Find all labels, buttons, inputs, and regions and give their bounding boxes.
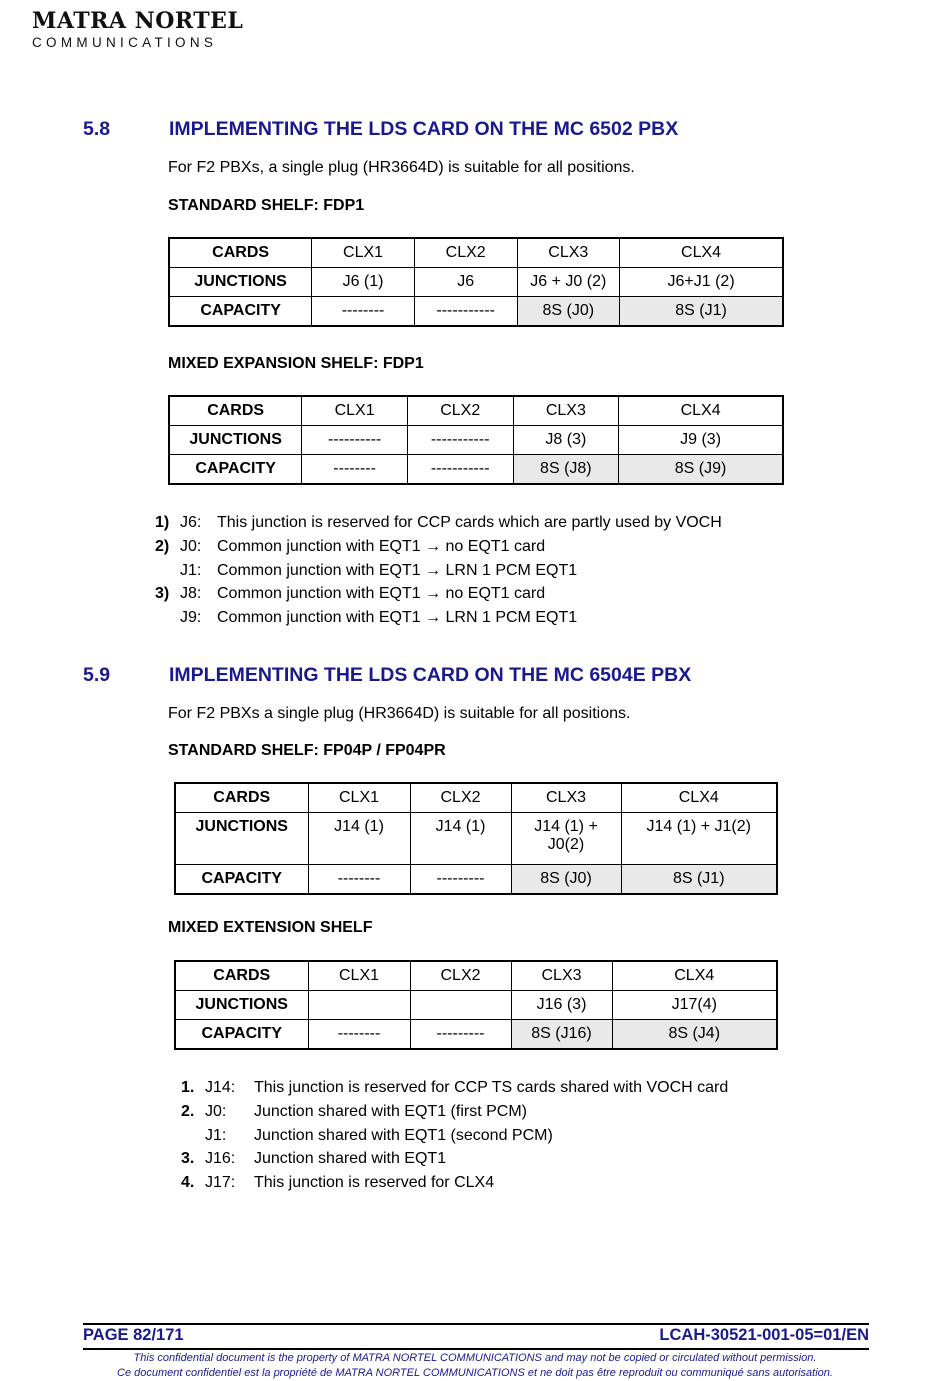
note-code: J9:: [180, 609, 202, 627]
standard-shelf-heading: STANDARD SHELF: FDP1: [168, 197, 365, 214]
note-item: [150, 513, 850, 537]
table-cell: CLX4: [619, 396, 783, 426]
note-code: J0:: [180, 537, 202, 555]
table-cell: ---------: [410, 1020, 511, 1050]
table-cell: J6 + J0 (2): [517, 268, 620, 297]
table-cell: CLX3: [511, 961, 612, 991]
note-item: [176, 1126, 876, 1150]
table-cell: 8S (J8): [513, 455, 619, 485]
table-cell: -----------: [407, 426, 513, 455]
confidentiality-note-en: This confidential document is the property of MATRA NORTEL COMMUNICATIONS and may not be copied or circulated without permission.: [133, 1352, 817, 1364]
note-code: J14:: [205, 1079, 236, 1096]
mixed-expansion-shelf-heading: MIXED EXPANSION SHELF: FDP1: [168, 355, 424, 372]
note-code: J6:: [180, 514, 202, 531]
table-row: [175, 783, 777, 813]
note-number: 3): [155, 585, 170, 603]
logo-line1: MATRA NORTEL: [32, 8, 244, 34]
document-reference: LCAH-30521-001-05=01/EN: [659, 1326, 869, 1344]
note-code: J8:: [180, 585, 202, 603]
table-cell: [511, 813, 621, 865]
note-text: This junction is reserved for CCP cards which are partly used by VOCH: [217, 514, 722, 531]
section-number: 5.9: [83, 664, 111, 686]
section-title: IMPLEMENTING THE LDS CARD ON THE MC 6502 PBX: [169, 118, 679, 140]
table-cell: CLX1: [302, 396, 408, 426]
table-row: [175, 1020, 777, 1050]
table-cell: 8S (J4): [612, 1020, 777, 1050]
footer-bottom-rule: [83, 1348, 869, 1350]
note-item: [150, 608, 850, 632]
table-cell: CARDS: [175, 783, 308, 813]
note-item: [150, 584, 850, 608]
table-cell: J14 (1) + J1(2): [621, 813, 777, 865]
table-cell: J14 (1): [410, 813, 511, 865]
note-text: This junction is reserved for CCP TS cards shared with VOCH card: [254, 1079, 729, 1096]
table-cell: 8S (J9): [619, 455, 783, 485]
table-cell: CLX3: [511, 783, 621, 813]
table-cell: CLX2: [410, 961, 511, 991]
cell-text-line2: J0(2): [547, 836, 585, 853]
table-cell: CLX2: [414, 238, 517, 268]
note-text: Common junction with EQT1 → no EQT1 card: [217, 537, 546, 555]
table-cell: CAPACITY: [175, 865, 308, 895]
table-row: [169, 268, 783, 297]
section-5-9-heading: [83, 664, 691, 687]
standard-shelf-table: [174, 782, 778, 895]
note-item: [150, 561, 850, 585]
note-text: Junction shared with EQT1 (second PCM): [254, 1126, 553, 1144]
table-cell: JUNCTIONS: [175, 991, 308, 1020]
section-5-8-heading: [83, 118, 678, 141]
note-code: J0:: [205, 1102, 227, 1120]
table-cell: J6+J1 (2): [620, 268, 783, 297]
table-cell: [410, 991, 511, 1020]
table-cell: ----------: [302, 426, 408, 455]
section-title: IMPLEMENTING THE LDS CARD ON THE MC 6504E PBX: [169, 664, 692, 686]
note-item: [150, 537, 850, 561]
mixed-extension-shelf-heading: MIXED EXTENSION SHELF: [168, 919, 373, 936]
table-cell: CARDS: [169, 238, 312, 268]
note-number: 1.: [181, 1079, 195, 1096]
table-cell: CLX1: [312, 238, 415, 268]
company-logo: [32, 8, 243, 50]
section-5-8-intro: For F2 PBXs, a single plug (HR3664D) is suitable for all positions.: [168, 159, 635, 176]
note-code: J16:: [205, 1150, 236, 1168]
table-cell: CLX2: [410, 783, 511, 813]
table-row: [169, 426, 783, 455]
mixed-extension-shelf-table: [174, 960, 778, 1050]
cell-text-line1: J14 (1) +: [534, 818, 598, 835]
table-cell: ---------: [410, 865, 511, 895]
note-code: J1:: [180, 561, 202, 579]
table-cell: J9 (3): [619, 426, 783, 455]
mixed-expansion-shelf-table: [168, 395, 784, 485]
note-text: Junction shared with EQT1 (first PCM): [254, 1102, 527, 1120]
table-cell: --------: [308, 1020, 410, 1050]
table-cell: -----------: [407, 455, 513, 485]
table-cell: --------: [302, 455, 408, 485]
table-cell: J6 (1): [312, 268, 415, 297]
table-cell: 8S (J16): [511, 1020, 612, 1050]
note-item: [176, 1149, 876, 1173]
note-item: [176, 1102, 876, 1126]
table-cell: CLX1: [308, 783, 410, 813]
note-text: This junction is reserved for CLX4: [254, 1174, 495, 1192]
section-5-8-notes: [150, 513, 850, 632]
table-cell: JUNCTIONS: [169, 268, 312, 297]
footer-top-rule: [83, 1323, 869, 1325]
table-cell: CLX3: [517, 238, 620, 268]
table-cell: CLX2: [407, 396, 513, 426]
table-cell: J16 (3): [511, 991, 612, 1020]
standard-shelf-heading: STANDARD SHELF: FP04P / FP04PR: [168, 742, 446, 759]
note-code: J1:: [205, 1126, 227, 1144]
table-cell: CARDS: [175, 961, 308, 991]
table-row: [169, 455, 783, 485]
note-text: Junction shared with EQT1: [254, 1150, 447, 1168]
note-text: Common junction with EQT1 → no EQT1 card: [217, 585, 546, 603]
logo-line2: COMMUNICATIONS: [32, 35, 218, 50]
table-cell: CLX3: [513, 396, 619, 426]
table-cell: 8S (J1): [621, 865, 777, 895]
note-code: J17:: [205, 1174, 236, 1192]
table-row: [169, 238, 783, 268]
table-cell: --------: [312, 297, 415, 327]
note-text: Common junction with EQT1 → LRN 1 PCM EQT1: [217, 561, 578, 579]
table-row: [175, 961, 777, 991]
table-row: [169, 297, 783, 327]
note-number: 1): [155, 514, 170, 531]
table-cell: CAPACITY: [169, 297, 312, 327]
table-cell: J8 (3): [513, 426, 619, 455]
note-number: 2): [155, 537, 170, 555]
table-cell: CLX4: [612, 961, 777, 991]
table-cell: CLX1: [308, 961, 410, 991]
note-text: Common junction with EQT1 → LRN 1 PCM EQT1: [217, 609, 578, 627]
table-cell: CAPACITY: [175, 1020, 308, 1050]
section-number: 5.8: [83, 118, 111, 140]
table-row: [175, 813, 777, 865]
section-5-9-intro: For F2 PBXs a single plug (HR3664D) is suitable for all positions.: [168, 705, 631, 722]
table-cell: 8S (J1): [620, 297, 783, 327]
table-cell: J17(4): [612, 991, 777, 1020]
table-cell: -----------: [414, 297, 517, 327]
section-5-9-notes: [176, 1078, 876, 1197]
table-cell: CARDS: [169, 396, 302, 426]
note-number: 4.: [181, 1174, 195, 1192]
table-cell: JUNCTIONS: [169, 426, 302, 455]
note-item: [176, 1078, 876, 1102]
table-row: [175, 865, 777, 895]
note-item: [176, 1173, 876, 1197]
table-cell: [308, 991, 410, 1020]
page-number: PAGE 82/171: [83, 1326, 184, 1344]
table-row: [169, 396, 783, 426]
table-cell: CAPACITY: [169, 455, 302, 485]
table-cell: CLX4: [620, 238, 783, 268]
table-cell: J14 (1): [308, 813, 410, 865]
confidentiality-note-fr: Ce document confidentiel est la propriété de MATRA NORTEL COMMUNICATIONS et ne doit pas être reproduit ou communiqué sans autorisation.: [117, 1367, 833, 1379]
note-number: 3.: [181, 1150, 195, 1168]
table-cell: CLX4: [621, 783, 777, 813]
table-cell: --------: [308, 865, 410, 895]
note-number: 2.: [181, 1102, 195, 1120]
table-cell: 8S (J0): [517, 297, 620, 327]
standard-shelf-table: [168, 237, 784, 327]
table-row: [175, 991, 777, 1020]
table-cell: JUNCTIONS: [175, 813, 308, 865]
table-cell: 8S (J0): [511, 865, 621, 895]
table-cell: J6: [414, 268, 517, 297]
